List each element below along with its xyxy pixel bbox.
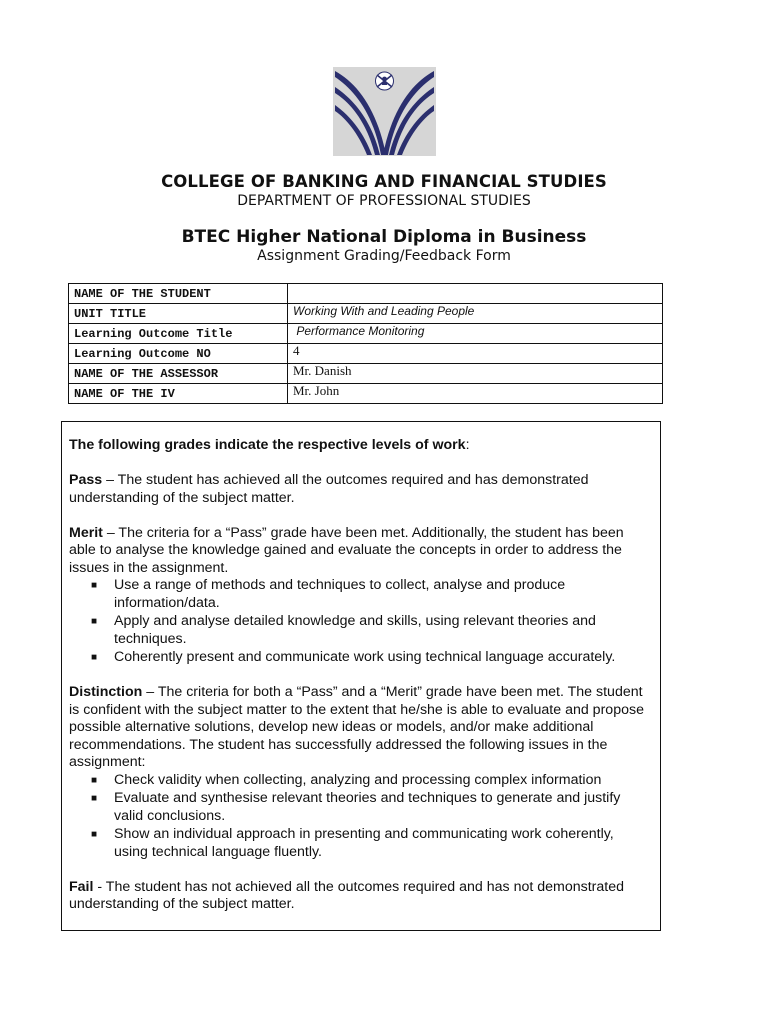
grades-intro-text: The following grades indicate the respective levels of work [69, 437, 466, 453]
learning-outcome-title-label: Learning Outcome Title [69, 324, 288, 344]
distinction-criteria [69, 684, 649, 772]
merit-criteria [69, 525, 649, 578]
iv-label: NAME OF THE IV [69, 384, 288, 404]
table-row [69, 304, 663, 324]
grading-criteria-box [61, 421, 661, 931]
bullet-icon: ■ [91, 774, 98, 786]
college-name: COLLEGE OF BANKING AND FINANCIAL STUDIES [161, 172, 607, 191]
list-item: ■ Coherently present and communicate work using technical language accurately. [91, 649, 616, 665]
distinction-term: Distinction [69, 684, 143, 700]
grades-intro: The following grades indicate the respective levels of work: [69, 437, 470, 453]
bullet-icon: ■ [91, 580, 98, 591]
fail-criteria [69, 879, 649, 914]
assignment-info-table [68, 283, 663, 404]
table-row [69, 364, 663, 384]
merit-bullet-list [69, 577, 649, 667]
distinction-bullet-list [69, 772, 649, 862]
learning-outcome-no-label: Learning Outcome NO [69, 344, 288, 364]
list-item: ■ Apply and analyse detailed knowledge and skills, using relevant theories and techniques. [91, 613, 596, 647]
merit-text: – The criteria for a “Pass” grade have been met. Additionally, the student has been able to analyse the knowledge gained and evaluate the concepts in order to address the issues in the assignment. [69, 524, 624, 576]
table-row [69, 284, 663, 304]
department-name: DEPARTMENT OF PROFESSIONAL STUDIES [237, 193, 531, 209]
iv-value: Mr. John [293, 383, 340, 398]
student-name-label: NAME OF THE STUDENT [69, 284, 288, 304]
pass-criteria [69, 472, 649, 507]
fail-term: Fail [69, 878, 94, 895]
fail-text: - The student has not achieved all the outcomes required and has not demonstrated understanding of the subject matter. [69, 878, 624, 912]
unit-title-value: Working With and Leading People [293, 304, 475, 318]
bullet-icon: ■ [91, 829, 98, 840]
form-title: Assignment Grading/Feedback Form [257, 248, 511, 264]
table-row [69, 384, 663, 404]
programme-title: BTEC Higher National Diploma in Business [181, 227, 587, 247]
bullet-icon: ■ [91, 652, 98, 663]
learning-outcome-title-value: Performance Monitoring [293, 324, 425, 338]
assessor-label: NAME OF THE ASSESSOR [69, 364, 288, 384]
learning-outcome-no-value: 4 [293, 343, 300, 358]
list-item: ■ Use a range of methods and techniques to collect, analyse and produce information/data. [91, 577, 566, 611]
list-item: ■ Evaluate and synthesise relevant theories and techniques to generate and justify valid conclusions. [91, 790, 621, 824]
bullet-icon: ■ [91, 616, 98, 627]
list-item: ■ Show an individual approach in presenting and communicating work coherently, using technical language fluently. [91, 826, 614, 860]
unit-title-label: UNIT TITLE [69, 304, 288, 324]
table-row [69, 344, 663, 364]
college-logo [333, 67, 436, 156]
assessor-value: Mr. Danish [293, 363, 352, 378]
table-row [69, 324, 663, 344]
list-item: ■ Check validity when collecting, analyzing and processing complex information [91, 771, 602, 788]
pass-term: Pass [69, 472, 103, 488]
distinction-text: – The criteria for both a “Pass” and a “Merit” grade have been met. The student is confident with the subject matter to the extent that he/she is able to evaluate and propose possible alternative solutions, develop new ideas or models, and/or make additional recommendations. The student has successfully addressed the following issues in the assignment: [69, 684, 644, 770]
bullet-icon: ■ [91, 793, 98, 804]
pass-text: – The student has achieved all the outcomes required and has demonstrated understanding of the subject matter. [69, 472, 589, 506]
merit-term: Merit [69, 524, 103, 541]
student-name-field[interactable] [288, 284, 663, 304]
